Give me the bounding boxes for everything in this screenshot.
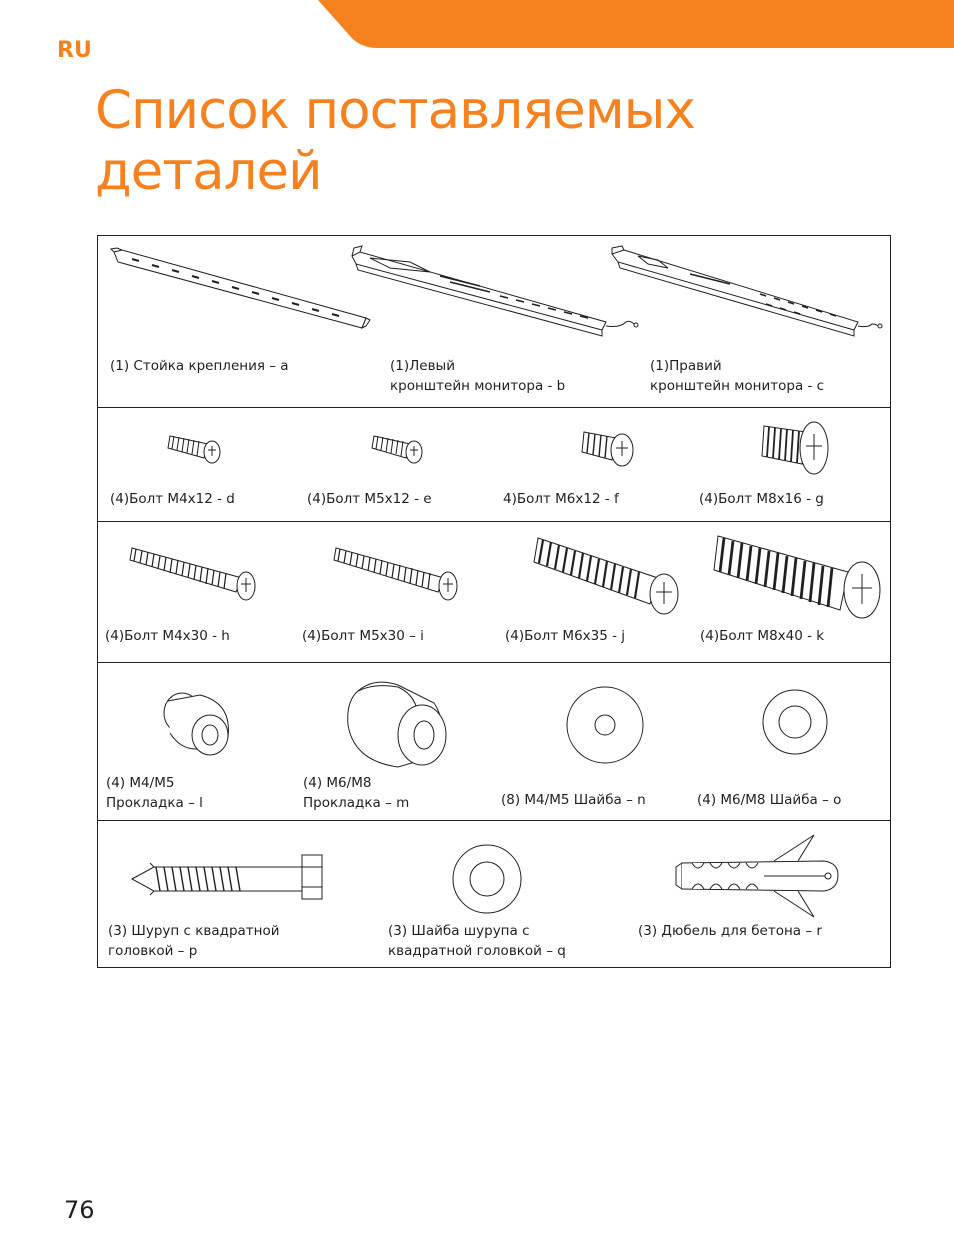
part-label: (4) M6/M8 Шайба – o [697,792,842,808]
title-line-2: деталей [95,141,322,202]
part-label: (4)Болт M5x30 – i [302,628,424,644]
parts-table [97,235,891,968]
part-label: 4)Болт M6x12 - f [503,491,619,507]
bolt-icon [762,420,832,476]
part-label: (4)Болт M6x35 - j [505,628,626,644]
part-label: (4)Болт M8x16 - g [699,491,824,507]
part-label: (3) Шайба шурупа с квадратной головкой – q [388,923,566,959]
lag-screw-icon [130,853,326,901]
spacer-icon [160,689,236,761]
bolt-icon [714,530,886,620]
part-label: (4)Болт M8x40 - k [700,628,825,644]
page-title [95,80,695,202]
language-code: RU [57,38,92,63]
right-bracket-icon [610,244,880,336]
parts-row [98,522,890,663]
part-label: (4) M6/M8 Прокладка – m [303,775,410,811]
bolt-icon [582,426,638,468]
part-label: (4)Болт M5x12 - e [307,491,432,507]
mounting-rail-icon [108,246,370,326]
part-label: (3) Шуруп с квадратной головкой – p [108,923,280,959]
washer-icon [451,843,523,915]
parts-row [98,408,890,522]
part-label: (4) M4/M5 Прокладка – l [106,775,203,811]
wall-anchor-icon [674,833,844,919]
page-number: 76 [64,1196,95,1224]
part-label: (1)Левый кронштейн монитора - b [390,358,566,394]
spacer-icon [344,677,450,769]
bolt-icon [372,430,426,464]
part-label: (1) Стойка крепления – a [110,358,289,374]
part-label: (8) M4/M5 Шайба – n [501,792,646,808]
washer-icon [565,685,645,765]
bolt-icon [130,544,262,604]
orange-header-tab [0,0,954,48]
part-label: (3) Дюбель для бетона – r [638,923,822,939]
part-label: (1)Правий кронштейн монитора - c [650,358,825,394]
bolt-icon [334,544,464,604]
parts-row [98,663,890,821]
part-label: (4)Болт M4x30 - h [105,628,230,644]
washer-icon [762,689,828,755]
bolt-icon [534,532,684,614]
part-label: (4)Болт M4x12 - d [110,491,235,507]
bolt-icon [168,430,224,464]
parts-row [98,821,890,967]
title-line-1: Список поставляемых [95,80,695,141]
parts-row [98,236,890,408]
left-bracket-icon [350,242,640,338]
